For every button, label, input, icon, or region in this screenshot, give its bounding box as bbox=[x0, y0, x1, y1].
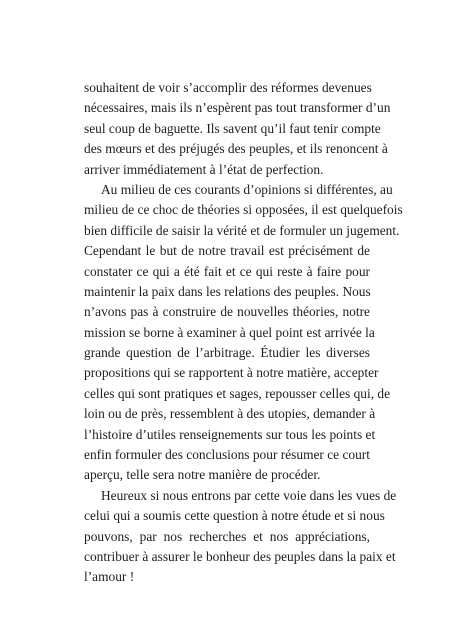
body-text bbox=[84, 78, 403, 588]
text-line: l’amour ! bbox=[84, 569, 135, 585]
text-line: contribuer à assurer le bonheur des peuples dans la paix et bbox=[84, 548, 396, 564]
text-line: milieu de ce choc de théories si opposées, il est quelquefois bbox=[84, 202, 403, 218]
text-line: grande question de l’arbitrage. Étudier les diverses bbox=[84, 345, 370, 361]
text-line: l’histoire d’utiles renseignements sur tous les points et bbox=[84, 426, 376, 442]
text-line: des mœurs et des préjugés des peuples, et ils renoncent à bbox=[84, 141, 388, 157]
text-line: bien difficile de saisir la vérité et de formuler un jugement. bbox=[84, 222, 400, 238]
text-line: arriver immédiatement à l’état de perfection. bbox=[84, 161, 324, 177]
paragraph-3 bbox=[84, 486, 397, 588]
text-line: souhaitent de voir s’accomplir des réformes devenues bbox=[84, 80, 372, 95]
text-line: loin ou de près, ressemblent à des utopies, demander à bbox=[84, 406, 376, 422]
text-line: n’avons pas à construire de nouvelles théories, notre bbox=[84, 304, 370, 320]
text-line: maintenir la paix dans les relations des peuples. Nous bbox=[84, 283, 371, 299]
text-line: propositions qui se rapportent à notre matière, accepter bbox=[84, 365, 379, 381]
text-line: constater ce qui a été fait et ce qui reste à faire pour bbox=[84, 263, 370, 279]
text-line: mission se borne à examiner à quel point est arrivée la bbox=[84, 324, 375, 340]
text-line: aperçu, telle sera notre manière de procéder. bbox=[84, 467, 321, 483]
text-line: celui qui a soumis cette question à notre étude et si nous bbox=[84, 508, 385, 524]
text-line: Heureux si nous entrons par cette voie dans les vues de bbox=[101, 487, 397, 503]
text-line: enfin formuler des conclusions pour résumer ce court bbox=[84, 447, 370, 463]
paragraph-1 bbox=[84, 78, 391, 180]
text-line: pouvons, par nos recherches et nos appréciations, bbox=[84, 528, 370, 544]
text-line: seul coup de baguette. Ils savent qu’il faut tenir compte bbox=[84, 120, 381, 136]
text-line: nécessaires, mais ils n’espèrent pas tout transformer d’un bbox=[84, 100, 391, 116]
text-line: Cependant le but de notre travail est précisément de bbox=[84, 243, 370, 259]
text-line: Au milieu de ces courants d’opinions si différentes, au bbox=[101, 181, 393, 197]
text-line: celles qui sont pratiques et sages, repousser celles qui, de bbox=[84, 385, 391, 401]
paragraph-2 bbox=[84, 180, 403, 486]
